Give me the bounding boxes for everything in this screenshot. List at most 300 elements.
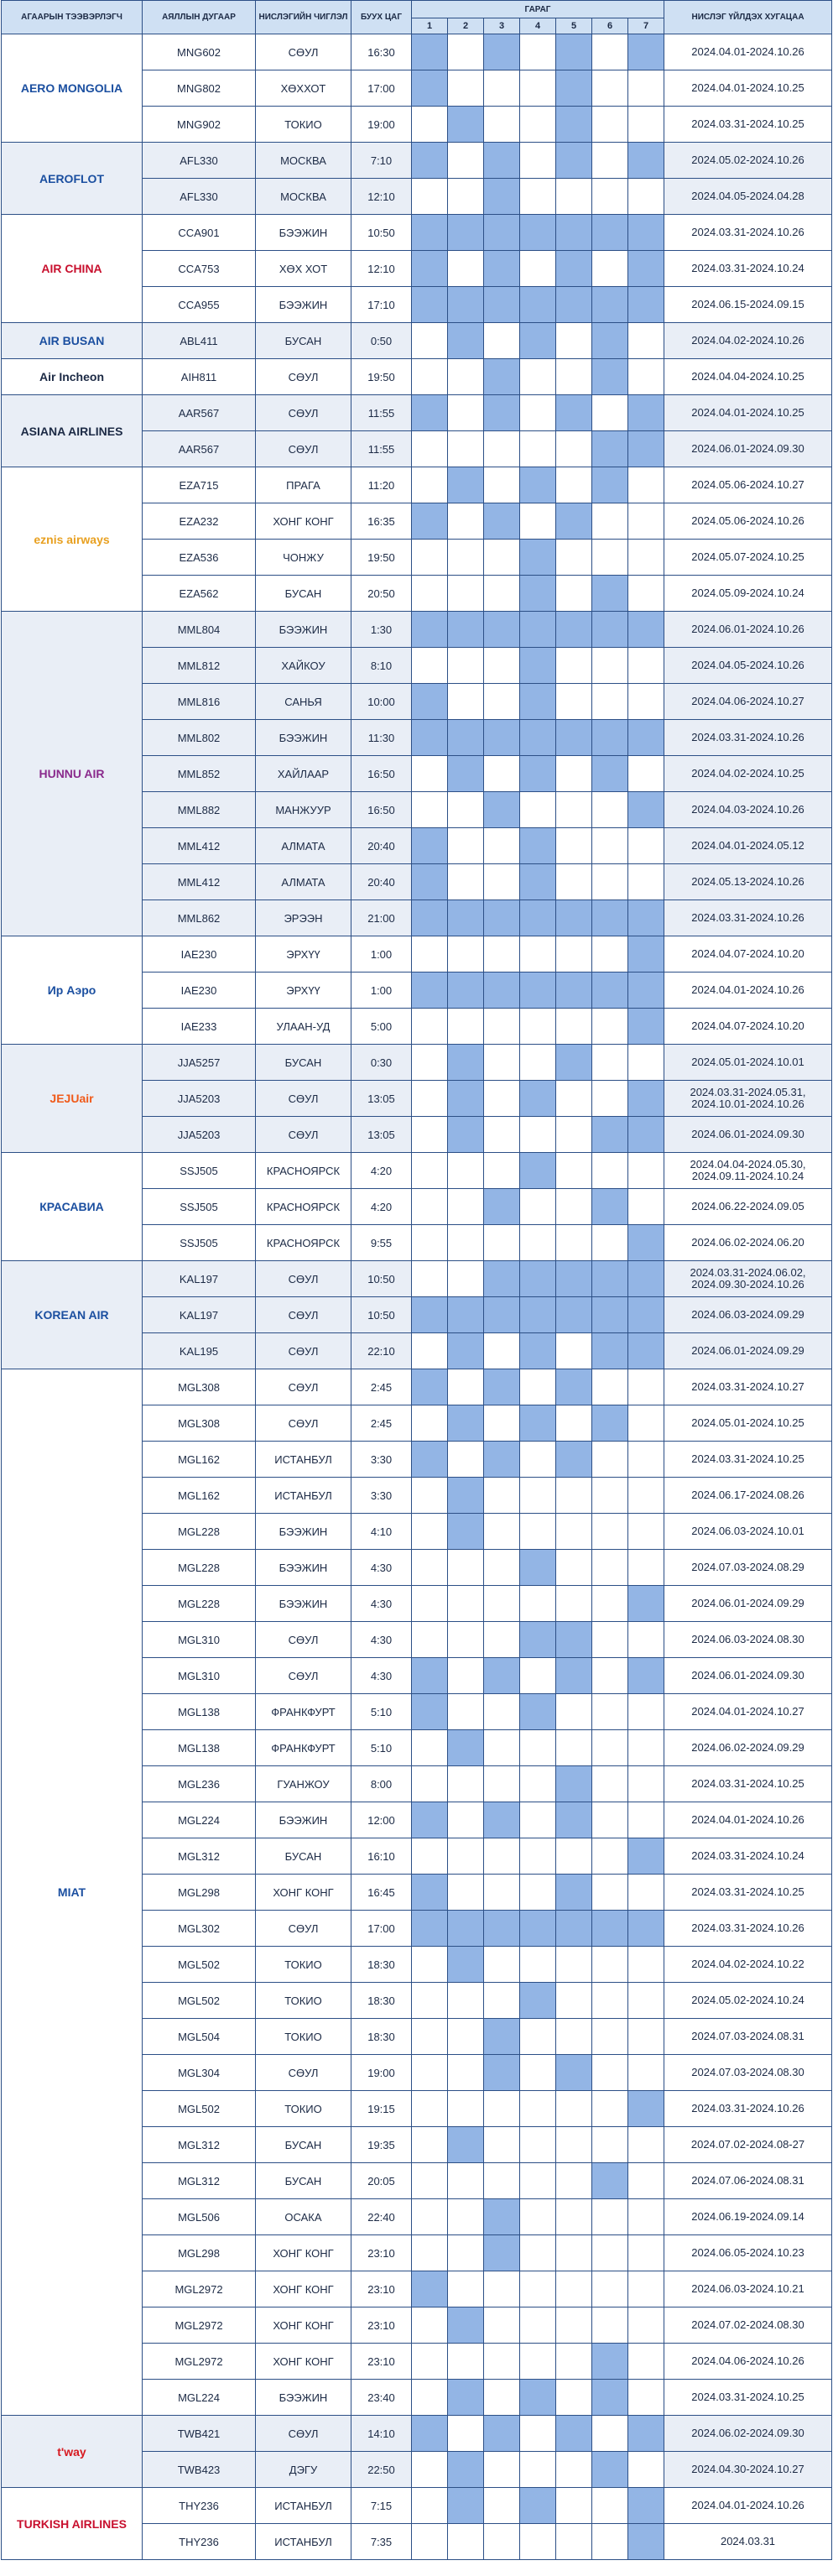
departure-time-cell: 16:50 [351, 756, 412, 792]
destination-cell: СӨУЛ [256, 1369, 351, 1405]
destination-cell: ТОКИО [256, 107, 351, 143]
flight-number-cell: IAE230 [143, 936, 256, 973]
destination-cell: ТОКИО [256, 2019, 351, 2055]
flight-number-cell: JJA5257 [143, 1045, 256, 1081]
departure-time-cell: 4:20 [351, 1153, 412, 1189]
day-7-cell [628, 1622, 664, 1658]
day-2-cell [448, 2416, 484, 2452]
day-4-cell [520, 1442, 556, 1478]
day-6-cell [592, 2307, 628, 2344]
day-2-operating-cell [448, 1730, 484, 1766]
flight-number-cell: AFL330 [143, 179, 256, 215]
destination-cell: СӨУЛ [256, 395, 351, 431]
departure-time-cell: 10:00 [351, 684, 412, 720]
day-3-operating-cell [484, 1189, 520, 1225]
day-7-cell [628, 1947, 664, 1983]
day-7-cell [628, 2127, 664, 2163]
departure-time-cell: 4:30 [351, 1550, 412, 1586]
day-1-cell [412, 467, 448, 503]
day-7-cell [628, 1730, 664, 1766]
departure-time-cell: 1:00 [351, 936, 412, 973]
day-7-operating-cell [628, 287, 664, 323]
day-1-cell [412, 1514, 448, 1550]
day-5-cell [556, 1225, 592, 1261]
day-7-cell [628, 1405, 664, 1442]
day-1-cell [412, 1081, 448, 1117]
departure-time-cell: 16:45 [351, 1875, 412, 1911]
departure-time-cell: 4:30 [351, 1622, 412, 1658]
day-1-operating-cell [412, 2271, 448, 2307]
operating-period-cell: 2024.05.02-2024.10.24 [664, 1983, 832, 2019]
operating-period-cell: 2024.04.01-2024.10.25 [664, 395, 832, 431]
day-2-operating-cell [448, 2307, 484, 2344]
day-5-cell [556, 792, 592, 828]
day-5-cell [556, 2019, 592, 2055]
destination-cell: СӨУЛ [256, 1081, 351, 1117]
day-2-cell [448, 1550, 484, 1586]
day-6-cell [592, 1766, 628, 1802]
day-6-cell [592, 1947, 628, 1983]
day-5-operating-cell [556, 503, 592, 540]
day-1-cell [412, 2019, 448, 2055]
day-3-cell [484, 2488, 520, 2524]
destination-cell: ХОНГ КОНГ [256, 2344, 351, 2380]
day-6-cell [592, 34, 628, 70]
day-5-operating-cell [556, 1297, 592, 1333]
day-7-operating-cell [628, 2091, 664, 2127]
departure-time-cell: 7:35 [351, 2524, 412, 2560]
day-5-operating-cell [556, 143, 592, 179]
day-2-cell [448, 1369, 484, 1405]
day-4-cell [520, 2416, 556, 2452]
day-6-operating-cell [592, 1405, 628, 1442]
day-7-operating-cell [628, 2488, 664, 2524]
day-3-cell [484, 2307, 520, 2344]
day-5-operating-cell [556, 2416, 592, 2452]
airline-logo-cell [2, 215, 143, 323]
day-5-cell [556, 2235, 592, 2271]
flight-number-cell: MGL228 [143, 1514, 256, 1550]
day-4-operating-cell [520, 612, 556, 648]
day-3-operating-cell [484, 1369, 520, 1405]
day-6-operating-cell [592, 1261, 628, 1297]
destination-cell: КРАСНОЯРСК [256, 1225, 351, 1261]
operating-period-cell: 2024.06.01-2024.09.29 [664, 1586, 832, 1622]
day-2-cell [448, 1261, 484, 1297]
departure-time-cell: 1:00 [351, 973, 412, 1009]
day-5-cell [556, 2127, 592, 2163]
airline-name: AEROFLOT [39, 171, 104, 185]
airline-name: ASIANA AIRLINES [20, 424, 123, 438]
operating-period-cell: 2024.03.31 [664, 2524, 832, 2560]
destination-cell: СӨУЛ [256, 1261, 351, 1297]
flight-number-cell: MGL298 [143, 2235, 256, 2271]
flight-number-cell: MGL224 [143, 1802, 256, 1838]
header-day-2: 2 [448, 18, 484, 34]
day-1-cell [412, 1045, 448, 1081]
day-3-cell [484, 1045, 520, 1081]
departure-time-cell: 11:30 [351, 720, 412, 756]
day-4-operating-cell [520, 1911, 556, 1947]
day-5-cell [556, 1694, 592, 1730]
departure-time-cell: 19:35 [351, 2127, 412, 2163]
day-2-cell [448, 1622, 484, 1658]
day-4-operating-cell [520, 720, 556, 756]
flight-number-cell: MML862 [143, 900, 256, 936]
day-4-cell [520, 1514, 556, 1550]
operating-period-cell: 2024.06.01-2024.09.30 [664, 1658, 832, 1694]
day-5-cell [556, 359, 592, 395]
day-2-cell [448, 1766, 484, 1802]
destination-cell: УЛААН-УД [256, 1009, 351, 1045]
day-6-cell [592, 1875, 628, 1911]
day-2-cell [448, 2344, 484, 2380]
airline-name: eznis airways [34, 532, 110, 546]
day-4-operating-cell [520, 1405, 556, 1442]
day-4-cell [520, 503, 556, 540]
flight-number-cell: MML852 [143, 756, 256, 792]
operating-period-cell: 2024.04.30-2024.10.27 [664, 2452, 832, 2488]
day-1-cell [412, 756, 448, 792]
operating-period-cell: 2024.03.31-2024.10.26 [664, 720, 832, 756]
operating-period-cell: 2024.04.07-2024.10.20 [664, 936, 832, 973]
day-6-cell [592, 1442, 628, 1478]
flight-number-cell: MGL502 [143, 1947, 256, 1983]
day-3-cell [484, 1875, 520, 1911]
operating-period-cell: 2024.06.02-2024.09.30 [664, 2416, 832, 2452]
flight-number-cell: EZA232 [143, 503, 256, 540]
day-5-cell [556, 1983, 592, 2019]
flight-number-cell: MGL308 [143, 1405, 256, 1442]
flight-number-cell: AAR567 [143, 395, 256, 431]
departure-time-cell: 20:50 [351, 576, 412, 612]
operating-period-cell: 2024.06.22-2024.09.05 [664, 1189, 832, 1225]
flight-number-cell: AAR567 [143, 431, 256, 467]
flight-number-cell: MML812 [143, 648, 256, 684]
day-4-cell [520, 2199, 556, 2235]
departure-time-cell: 19:15 [351, 2091, 412, 2127]
day-2-operating-cell [448, 1045, 484, 1081]
operating-period-cell: 2024.04.04-2024.05.30, 2024.09.11-2024.10.24 [664, 1153, 832, 1189]
day-3-cell [484, 1766, 520, 1802]
day-1-cell [412, 323, 448, 359]
day-6-cell [592, 1514, 628, 1550]
day-2-cell [448, 936, 484, 973]
departure-time-cell: 16:35 [351, 503, 412, 540]
flight-row [2, 359, 832, 395]
day-5-operating-cell [556, 1442, 592, 1478]
day-5-cell [556, 2271, 592, 2307]
day-4-cell [520, 251, 556, 287]
day-3-operating-cell [484, 287, 520, 323]
destination-cell: ЧОНЖУ [256, 540, 351, 576]
day-5-operating-cell [556, 70, 592, 107]
departure-time-cell: 4:20 [351, 1189, 412, 1225]
flight-number-cell: MML816 [143, 684, 256, 720]
day-2-cell [448, 1838, 484, 1875]
day-3-cell [484, 1153, 520, 1189]
flight-number-cell: TWB423 [143, 2452, 256, 2488]
operating-period-cell: 2024.03.31-2024.10.25 [664, 1875, 832, 1911]
day-7-operating-cell [628, 1225, 664, 1261]
day-1-operating-cell [412, 720, 448, 756]
operating-period-cell: 2024.03.31-2024.10.25 [664, 1442, 832, 1478]
day-3-cell [484, 2524, 520, 2560]
day-1-cell [412, 792, 448, 828]
departure-time-cell: 10:50 [351, 215, 412, 251]
day-1-operating-cell [412, 612, 448, 648]
day-1-cell [412, 359, 448, 395]
day-6-operating-cell [592, 2163, 628, 2199]
day-4-operating-cell [520, 900, 556, 936]
departure-time-cell: 16:30 [351, 34, 412, 70]
flight-number-cell: MNG902 [143, 107, 256, 143]
day-1-cell [412, 2199, 448, 2235]
destination-cell: АЛМАТА [256, 828, 351, 864]
day-4-cell [520, 1658, 556, 1694]
day-5-cell [556, 684, 592, 720]
day-1-cell [412, 1838, 448, 1875]
departure-time-cell: 11:20 [351, 467, 412, 503]
day-4-operating-cell [520, 1333, 556, 1369]
day-1-cell [412, 1478, 448, 1514]
day-3-operating-cell [484, 612, 520, 648]
destination-cell: СӨУЛ [256, 1405, 351, 1442]
operating-period-cell: 2024.03.31-2024.05.31, 2024.10.01-2024.10.26 [664, 1081, 832, 1117]
airline-name: Air Incheon [39, 370, 104, 383]
header-departure-time: БУУХ ЦАГ [351, 1, 412, 34]
day-7-cell [628, 2380, 664, 2416]
operating-period-cell: 2024.06.03-2024.10.21 [664, 2271, 832, 2307]
departure-time-cell: 5:10 [351, 1694, 412, 1730]
day-7-operating-cell [628, 612, 664, 648]
airline-name: AIR BUSAN [39, 334, 105, 347]
departure-time-cell: 3:30 [351, 1442, 412, 1478]
day-6-cell [592, 2271, 628, 2307]
day-3-operating-cell [484, 395, 520, 431]
departure-time-cell: 23:40 [351, 2380, 412, 2416]
operating-period-cell: 2024.07.03-2024.08.31 [664, 2019, 832, 2055]
flight-number-cell: KAL197 [143, 1261, 256, 1297]
operating-period-cell: 2024.03.31-2024.10.24 [664, 1838, 832, 1875]
day-6-cell [592, 179, 628, 215]
day-5-cell [556, 2091, 592, 2127]
destination-cell: КРАСНОЯРСК [256, 1189, 351, 1225]
day-4-operating-cell [520, 973, 556, 1009]
operating-period-cell: 2024.05.09-2024.10.24 [664, 576, 832, 612]
day-7-cell [628, 1983, 664, 2019]
day-1-cell [412, 2488, 448, 2524]
day-2-cell [448, 828, 484, 864]
day-3-operating-cell [484, 900, 520, 936]
flight-number-cell: MGL236 [143, 1766, 256, 1802]
day-6-cell [592, 2416, 628, 2452]
day-3-operating-cell [484, 1911, 520, 1947]
day-3-cell [484, 684, 520, 720]
day-4-operating-cell [520, 864, 556, 900]
flight-number-cell: MGL298 [143, 1875, 256, 1911]
flight-number-cell: MGL228 [143, 1586, 256, 1622]
day-3-cell [484, 1622, 520, 1658]
day-7-cell [628, 1045, 664, 1081]
day-7-operating-cell [628, 1658, 664, 1694]
operating-period-cell: 2024.06.19-2024.09.14 [664, 2199, 832, 2235]
day-2-cell [448, 1009, 484, 1045]
day-2-operating-cell [448, 612, 484, 648]
destination-cell: ХӨХХОТ [256, 70, 351, 107]
departure-time-cell: 17:10 [351, 287, 412, 323]
operating-period-cell: 2024.04.02-2024.10.22 [664, 1947, 832, 1983]
destination-cell: ИСТАНБУЛ [256, 1442, 351, 1478]
flight-number-cell: MGL162 [143, 1442, 256, 1478]
day-4-operating-cell [520, 2488, 556, 2524]
day-3-cell [484, 1225, 520, 1261]
day-5-operating-cell [556, 287, 592, 323]
day-6-cell [592, 2199, 628, 2235]
day-7-cell [628, 107, 664, 143]
day-5-cell [556, 2344, 592, 2380]
day-6-cell [592, 1983, 628, 2019]
departure-time-cell: 7:10 [351, 143, 412, 179]
flight-number-cell: TWB421 [143, 2416, 256, 2452]
day-2-cell [448, 251, 484, 287]
day-4-operating-cell [520, 1622, 556, 1658]
day-3-cell [484, 1838, 520, 1875]
departure-time-cell: 11:55 [351, 431, 412, 467]
day-5-operating-cell [556, 900, 592, 936]
day-6-cell [592, 503, 628, 540]
day-3-operating-cell [484, 503, 520, 540]
day-5-cell [556, 1009, 592, 1045]
day-3-cell [484, 107, 520, 143]
operating-period-cell: 2024.06.03-2024.09.29 [664, 1297, 832, 1333]
flight-row [2, 2416, 832, 2452]
flight-number-cell: EZA715 [143, 467, 256, 503]
departure-time-cell: 19:50 [351, 540, 412, 576]
day-1-cell [412, 1983, 448, 2019]
day-1-cell [412, 2344, 448, 2380]
destination-cell: БУСАН [256, 2127, 351, 2163]
flight-number-cell: JJA5203 [143, 1117, 256, 1153]
day-1-cell [412, 1261, 448, 1297]
day-7-cell [628, 2199, 664, 2235]
destination-cell: ГУАНЖОУ [256, 1766, 351, 1802]
day-5-operating-cell [556, 1875, 592, 1911]
day-2-cell [448, 395, 484, 431]
day-7-operating-cell [628, 395, 664, 431]
day-7-cell [628, 1766, 664, 1802]
operating-period-cell: 2024.03.31-2024.06.02, 2024.09.30-2024.10.26 [664, 1261, 832, 1297]
day-5-cell [556, 2524, 592, 2560]
day-6-cell [592, 648, 628, 684]
day-3-cell [484, 936, 520, 973]
day-2-operating-cell [448, 2452, 484, 2488]
flight-number-cell: EZA536 [143, 540, 256, 576]
day-7-cell [628, 1875, 664, 1911]
departure-time-cell: 10:50 [351, 1297, 412, 1333]
departure-time-cell: 0:30 [351, 1045, 412, 1081]
day-1-cell [412, 936, 448, 973]
day-3-operating-cell [484, 1261, 520, 1297]
day-7-cell [628, 1153, 664, 1189]
departure-time-cell: 22:50 [351, 2452, 412, 2488]
day-1-cell [412, 2452, 448, 2488]
day-4-cell [520, 431, 556, 467]
day-1-cell [412, 2235, 448, 2271]
departure-time-cell: 0:50 [351, 323, 412, 359]
day-3-cell [484, 2380, 520, 2416]
destination-cell: КРАСНОЯРСК [256, 1153, 351, 1189]
day-6-operating-cell [592, 1297, 628, 1333]
flight-number-cell: MGL162 [143, 1478, 256, 1514]
day-4-operating-cell [520, 1153, 556, 1189]
day-3-cell [484, 431, 520, 467]
day-5-cell [556, 648, 592, 684]
destination-cell: СӨУЛ [256, 431, 351, 467]
day-4-operating-cell [520, 2380, 556, 2416]
day-5-cell [556, 1730, 592, 1766]
day-4-cell [520, 2091, 556, 2127]
flight-number-cell: MGL138 [143, 1694, 256, 1730]
day-2-cell [448, 2163, 484, 2199]
day-4-cell [520, 2307, 556, 2344]
operating-period-cell: 2024.04.01-2024.10.25 [664, 70, 832, 107]
day-7-operating-cell [628, 2524, 664, 2560]
day-5-cell [556, 1478, 592, 1514]
day-5-cell [556, 2199, 592, 2235]
day-1-operating-cell [412, 143, 448, 179]
day-5-operating-cell [556, 1802, 592, 1838]
operating-period-cell: 2024.04.05-2024.10.26 [664, 648, 832, 684]
day-2-cell [448, 1802, 484, 1838]
day-3-cell [484, 1983, 520, 2019]
day-5-cell [556, 1550, 592, 1586]
header-day-6: 6 [592, 18, 628, 34]
day-7-operating-cell [628, 1009, 664, 1045]
day-7-cell [628, 1442, 664, 1478]
flight-row [2, 1369, 832, 1405]
day-7-cell [628, 2055, 664, 2091]
day-7-cell [628, 648, 664, 684]
operating-period-cell: 2024.06.15-2024.09.15 [664, 287, 832, 323]
destination-cell: ХАЙКОУ [256, 648, 351, 684]
departure-time-cell: 23:10 [351, 2307, 412, 2344]
flight-row [2, 1153, 832, 1189]
day-7-operating-cell [628, 792, 664, 828]
operating-period-cell: 2024.06.05-2024.10.23 [664, 2235, 832, 2271]
operating-period-cell: 2024.04.02-2024.10.25 [664, 756, 832, 792]
day-6-cell [592, 1622, 628, 1658]
day-4-cell [520, 395, 556, 431]
day-4-cell [520, 2019, 556, 2055]
day-7-operating-cell [628, 1297, 664, 1333]
day-1-operating-cell [412, 34, 448, 70]
day-5-cell [556, 1153, 592, 1189]
departure-time-cell: 21:00 [351, 900, 412, 936]
destination-cell: БУСАН [256, 323, 351, 359]
departure-time-cell: 17:00 [351, 70, 412, 107]
flight-number-cell: CCA955 [143, 287, 256, 323]
operating-period-cell: 2024.05.01-2024.10.01 [664, 1045, 832, 1081]
day-3-operating-cell [484, 2416, 520, 2452]
day-7-operating-cell [628, 1081, 664, 1117]
day-7-cell [628, 576, 664, 612]
operating-period-cell: 2024.06.03-2024.10.01 [664, 1514, 832, 1550]
day-2-operating-cell [448, 900, 484, 936]
day-6-operating-cell [592, 287, 628, 323]
departure-time-cell: 22:10 [351, 1333, 412, 1369]
departure-time-cell: 3:30 [351, 1478, 412, 1514]
